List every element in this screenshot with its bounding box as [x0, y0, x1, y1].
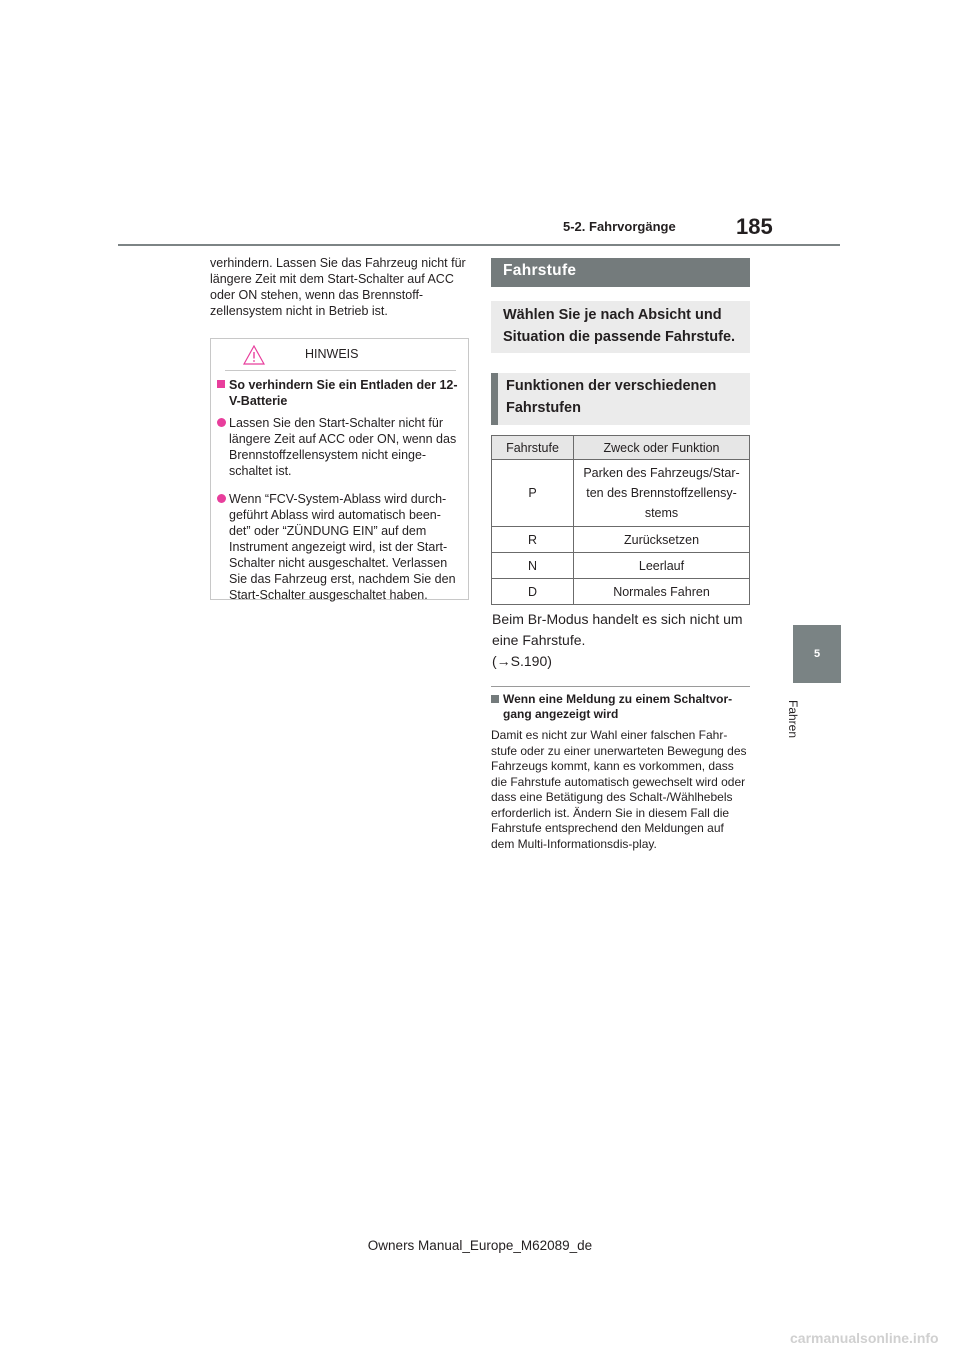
footer-text: Owners Manual_Europe_M62089_de	[367, 1238, 593, 1253]
notice-header	[225, 339, 456, 371]
notice-label: HINWEIS	[305, 347, 359, 361]
notice-item-text: Wenn “FCV-System-Ablass wird durch-geführt Ablass wird automatisch been-det” oder “ZÜNDUNG EIN” auf dem Instrument angezeigt wird, ist der Start-Schalter nicht ausgeschaltet. Verlassen Sie das Fahrzeug erst, nachdem Sie den Start-Schalter ausgeschaltet haben.	[229, 492, 456, 602]
function-cell: Zurücksetzen	[574, 527, 750, 553]
shift-message-note	[491, 692, 750, 852]
intro-paragraph: verhindern. Lassen Sie das Fahrzeug nicht für längere Zeit mit dem Start-Schalter auf ACC oder ON stehen, wenn das Brennstoff-zellensystem nicht in Betrieb ist.	[210, 256, 466, 318]
notice-box	[210, 338, 469, 600]
table-row	[492, 527, 750, 553]
sub-note-body: Damit es nicht zur Wahl einer falschen Fahr-stufe oder zu einer unerwarteten Bewegung des Fahrzeugs kommt, kann es vorkommen, dass die Fahrstufe automatisch gewechselt wird oder dass eine Betätigung des Schalt-/Wählhebels erforderlich ist. Ändern Sie in diesem Fall die Fahrstufe entsprechend den Meldungen auf dem Multi-Informationsdis-play.	[491, 728, 747, 851]
warning-triangle-icon	[243, 345, 265, 370]
table-header-row	[492, 436, 750, 460]
table-row	[492, 460, 750, 527]
sub-note-title	[491, 692, 750, 722]
function-cell: Parken des Fahrzeugs/Star-ten des Brennstoffzellensy-stems	[574, 460, 750, 527]
page-number: 185	[736, 214, 773, 239]
column-header: Zweck oder Funktion	[574, 436, 750, 460]
section-heading: Fahrstufe	[491, 258, 750, 287]
chapter-title: Fahren	[786, 699, 800, 739]
section-subheading: Wählen Sie je nach Absicht und Situation die passende Fahrstufe.	[491, 301, 750, 353]
function-cell: Normales Fahren	[574, 579, 750, 605]
section-title: 5-2. Fahrvorgänge	[563, 219, 676, 234]
watermark: carmanualsonline.info	[790, 1330, 939, 1346]
gear-table	[491, 435, 750, 605]
function-cell: Leerlauf	[574, 553, 750, 579]
chapter-tab[interactable]	[793, 625, 841, 683]
round-bullet-icon	[217, 418, 226, 427]
column-header: Fahrstufe	[492, 436, 574, 460]
notice-heading	[217, 377, 462, 409]
mode-note	[492, 609, 752, 672]
table-heading: Funktionen der verschiedenen Fahrstufen	[491, 373, 750, 425]
notice-body	[217, 371, 462, 603]
notice-heading-text: So verhindern Sie ein Entladen der 12-V-Batterie	[229, 378, 458, 408]
left-column	[210, 255, 470, 319]
section-divider	[491, 686, 750, 687]
square-bullet-icon	[491, 695, 499, 703]
header-rule	[118, 244, 840, 246]
round-bullet-icon	[217, 494, 226, 503]
notice-item	[217, 415, 462, 479]
gear-cell: P	[492, 460, 574, 527]
gear-cell: R	[492, 527, 574, 553]
table-row	[492, 579, 750, 605]
mode-note-text: Beim Br-Modus handelt es sich nicht um eine Fahrstufe.	[492, 611, 743, 648]
notice-item	[217, 491, 462, 603]
gear-cell: D	[492, 579, 574, 605]
notice-item-text: Lassen Sie den Start-Schalter nicht für längere Zeit auf ACC oder ON, wenn das Brennstoffzellensystem nicht einge-schaltet ist.	[229, 416, 457, 478]
square-bullet-icon	[217, 380, 225, 388]
page-reference-link[interactable]: (→S.190)	[492, 653, 552, 669]
chapter-number: 5	[813, 648, 821, 660]
gear-cell: N	[492, 553, 574, 579]
sub-note-title-text: Wenn eine Meldung zu einem Schaltvor-gang angezeigt wird	[503, 692, 733, 721]
table-row	[492, 553, 750, 579]
